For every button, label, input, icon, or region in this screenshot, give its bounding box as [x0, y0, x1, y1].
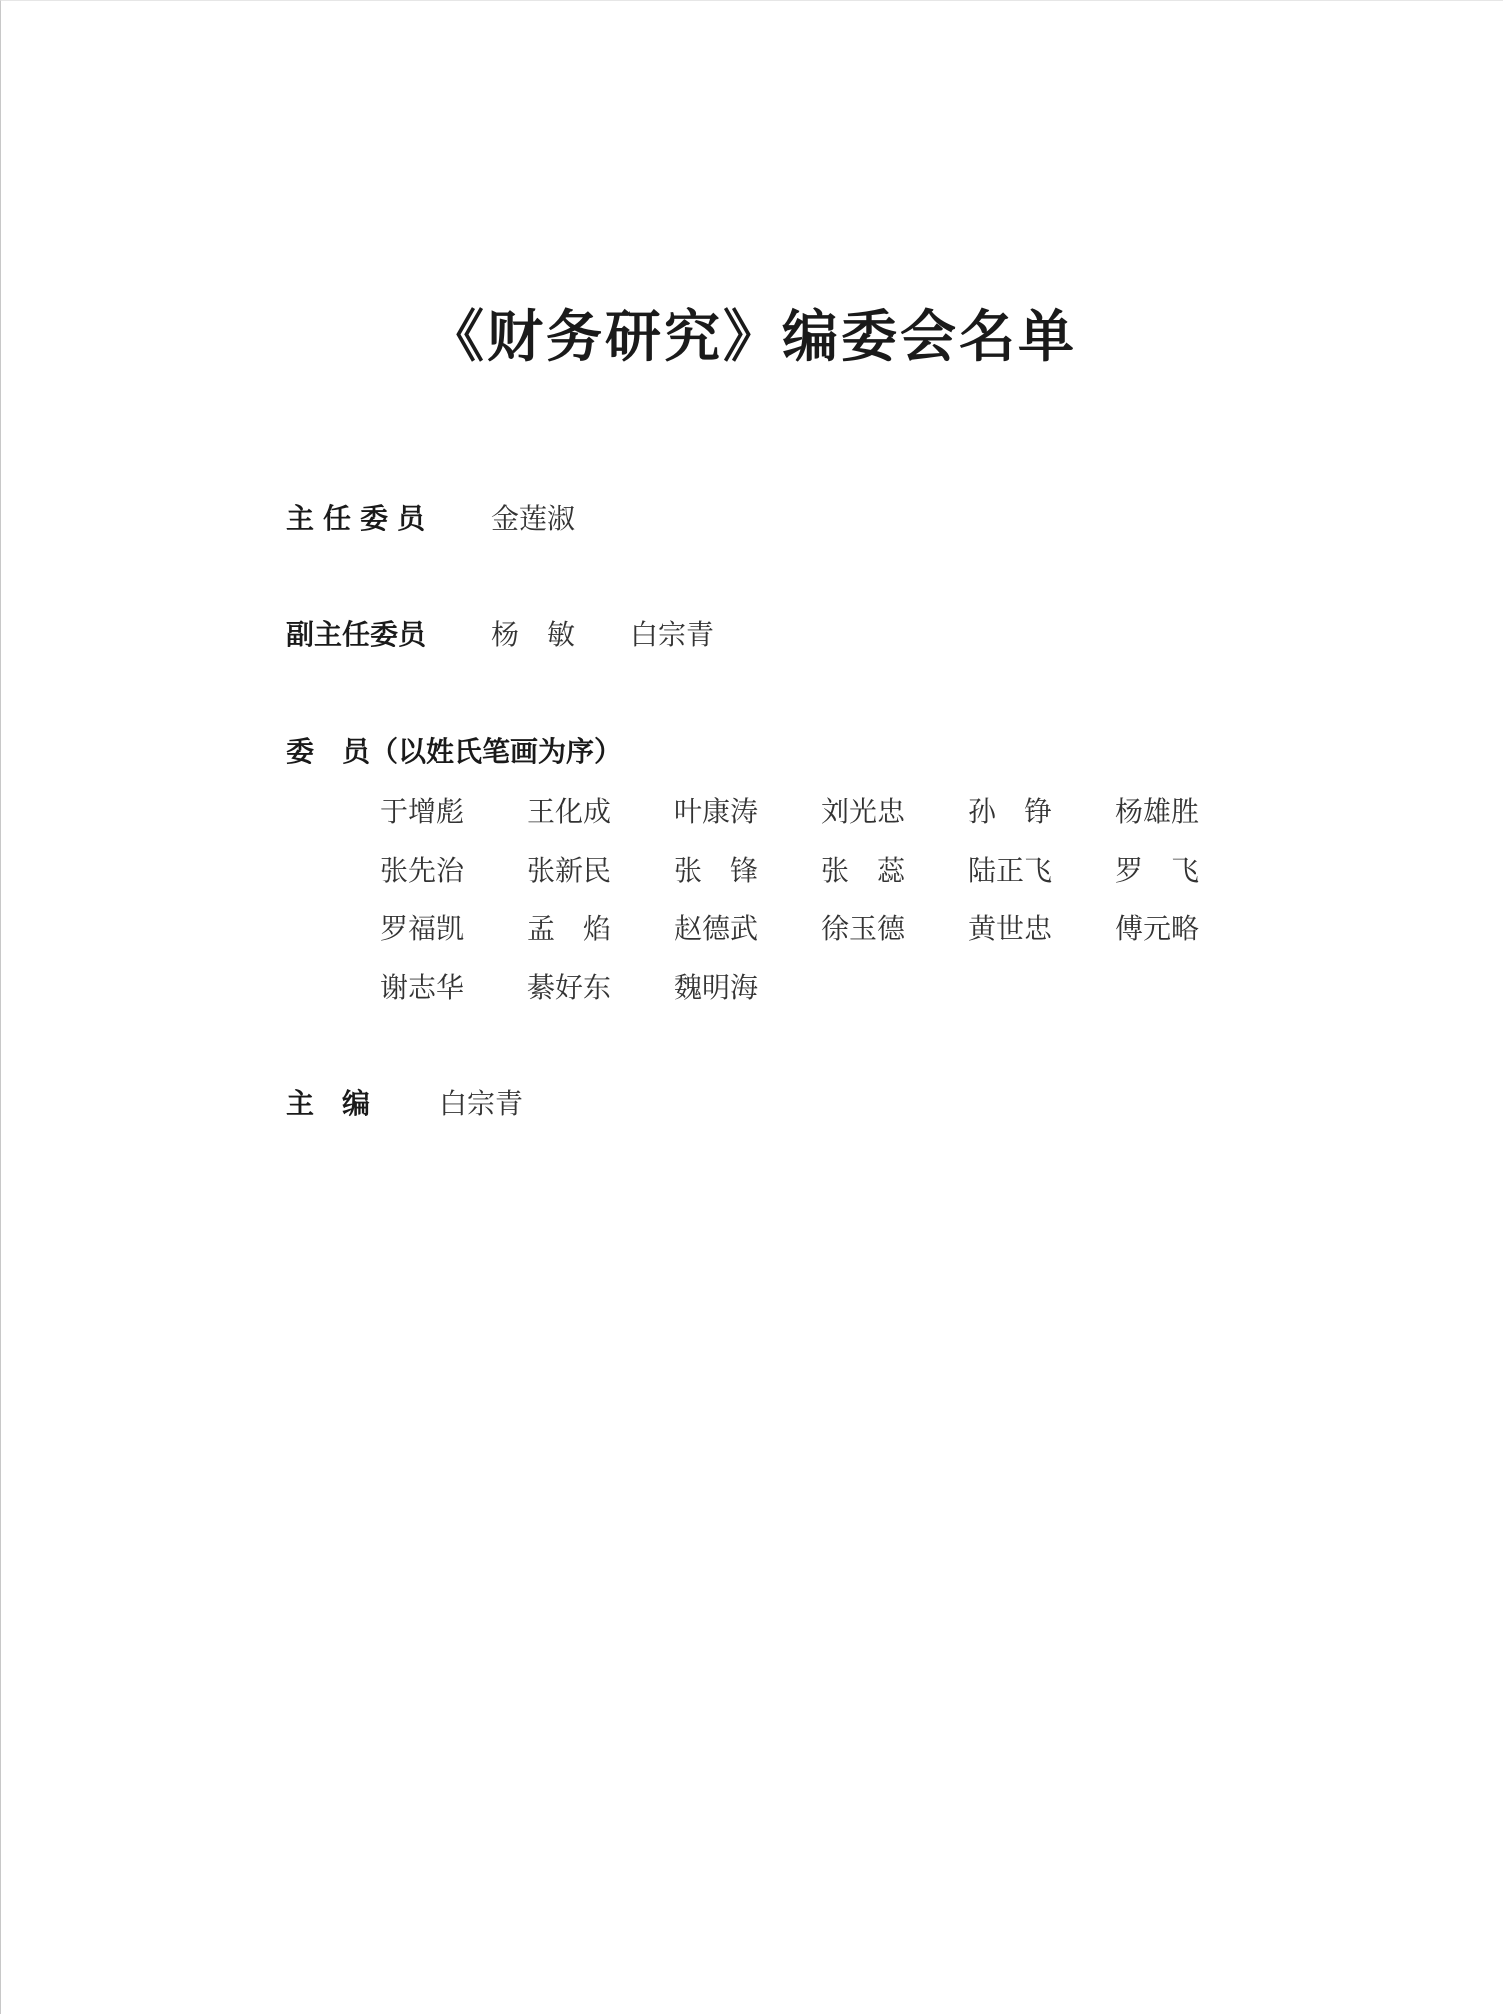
member-name: 刘光忠: [821, 795, 906, 828]
member-name: 王化成: [527, 795, 612, 828]
member-name: 于增彪: [380, 795, 465, 828]
member-name: 黄世忠: [968, 912, 1053, 945]
vice-director-name: 杨 敏: [491, 618, 576, 651]
member-name: 张 蕊: [821, 853, 906, 887]
member-name: 孙 铮: [968, 795, 1053, 828]
members-label: 委 员: [286, 735, 371, 768]
member-name: 罗福凯: [380, 912, 465, 945]
member-name: 陆正飞: [968, 853, 1053, 887]
member-name: 綦好东: [527, 970, 612, 1004]
member-name: 张新民: [527, 853, 612, 887]
vice-director-name: 白宗青: [630, 618, 715, 651]
members-list: [380, 794, 1280, 1028]
member-name: 叶康涛: [674, 795, 759, 828]
member-name: 赵德武: [674, 912, 759, 945]
director-label: 主任委员: [286, 502, 435, 535]
member-name: 谢志华: [380, 970, 465, 1004]
editor-name: 白宗青: [439, 1087, 524, 1120]
members-heading: [286, 734, 622, 770]
member-name: 张先治: [380, 853, 465, 887]
members-order-note: （以姓氏笔画为序）: [370, 735, 623, 768]
member-name: 傅元略: [1115, 912, 1200, 945]
member-name: 徐玉德: [821, 912, 906, 945]
member-name: 张 锋: [674, 853, 759, 887]
member-name: 魏明海: [674, 970, 759, 1004]
vice-director-label: 副主任委员: [286, 618, 427, 651]
member-name: 罗 飞: [1115, 853, 1200, 887]
member-name: 孟 焰: [527, 912, 612, 945]
member-name: 杨雄胜: [1115, 795, 1200, 828]
editor-label: 主 编: [286, 1087, 371, 1120]
page-title: 《财务研究》编委会名单: [428, 304, 1077, 370]
director-name: 金莲淑: [491, 502, 576, 535]
